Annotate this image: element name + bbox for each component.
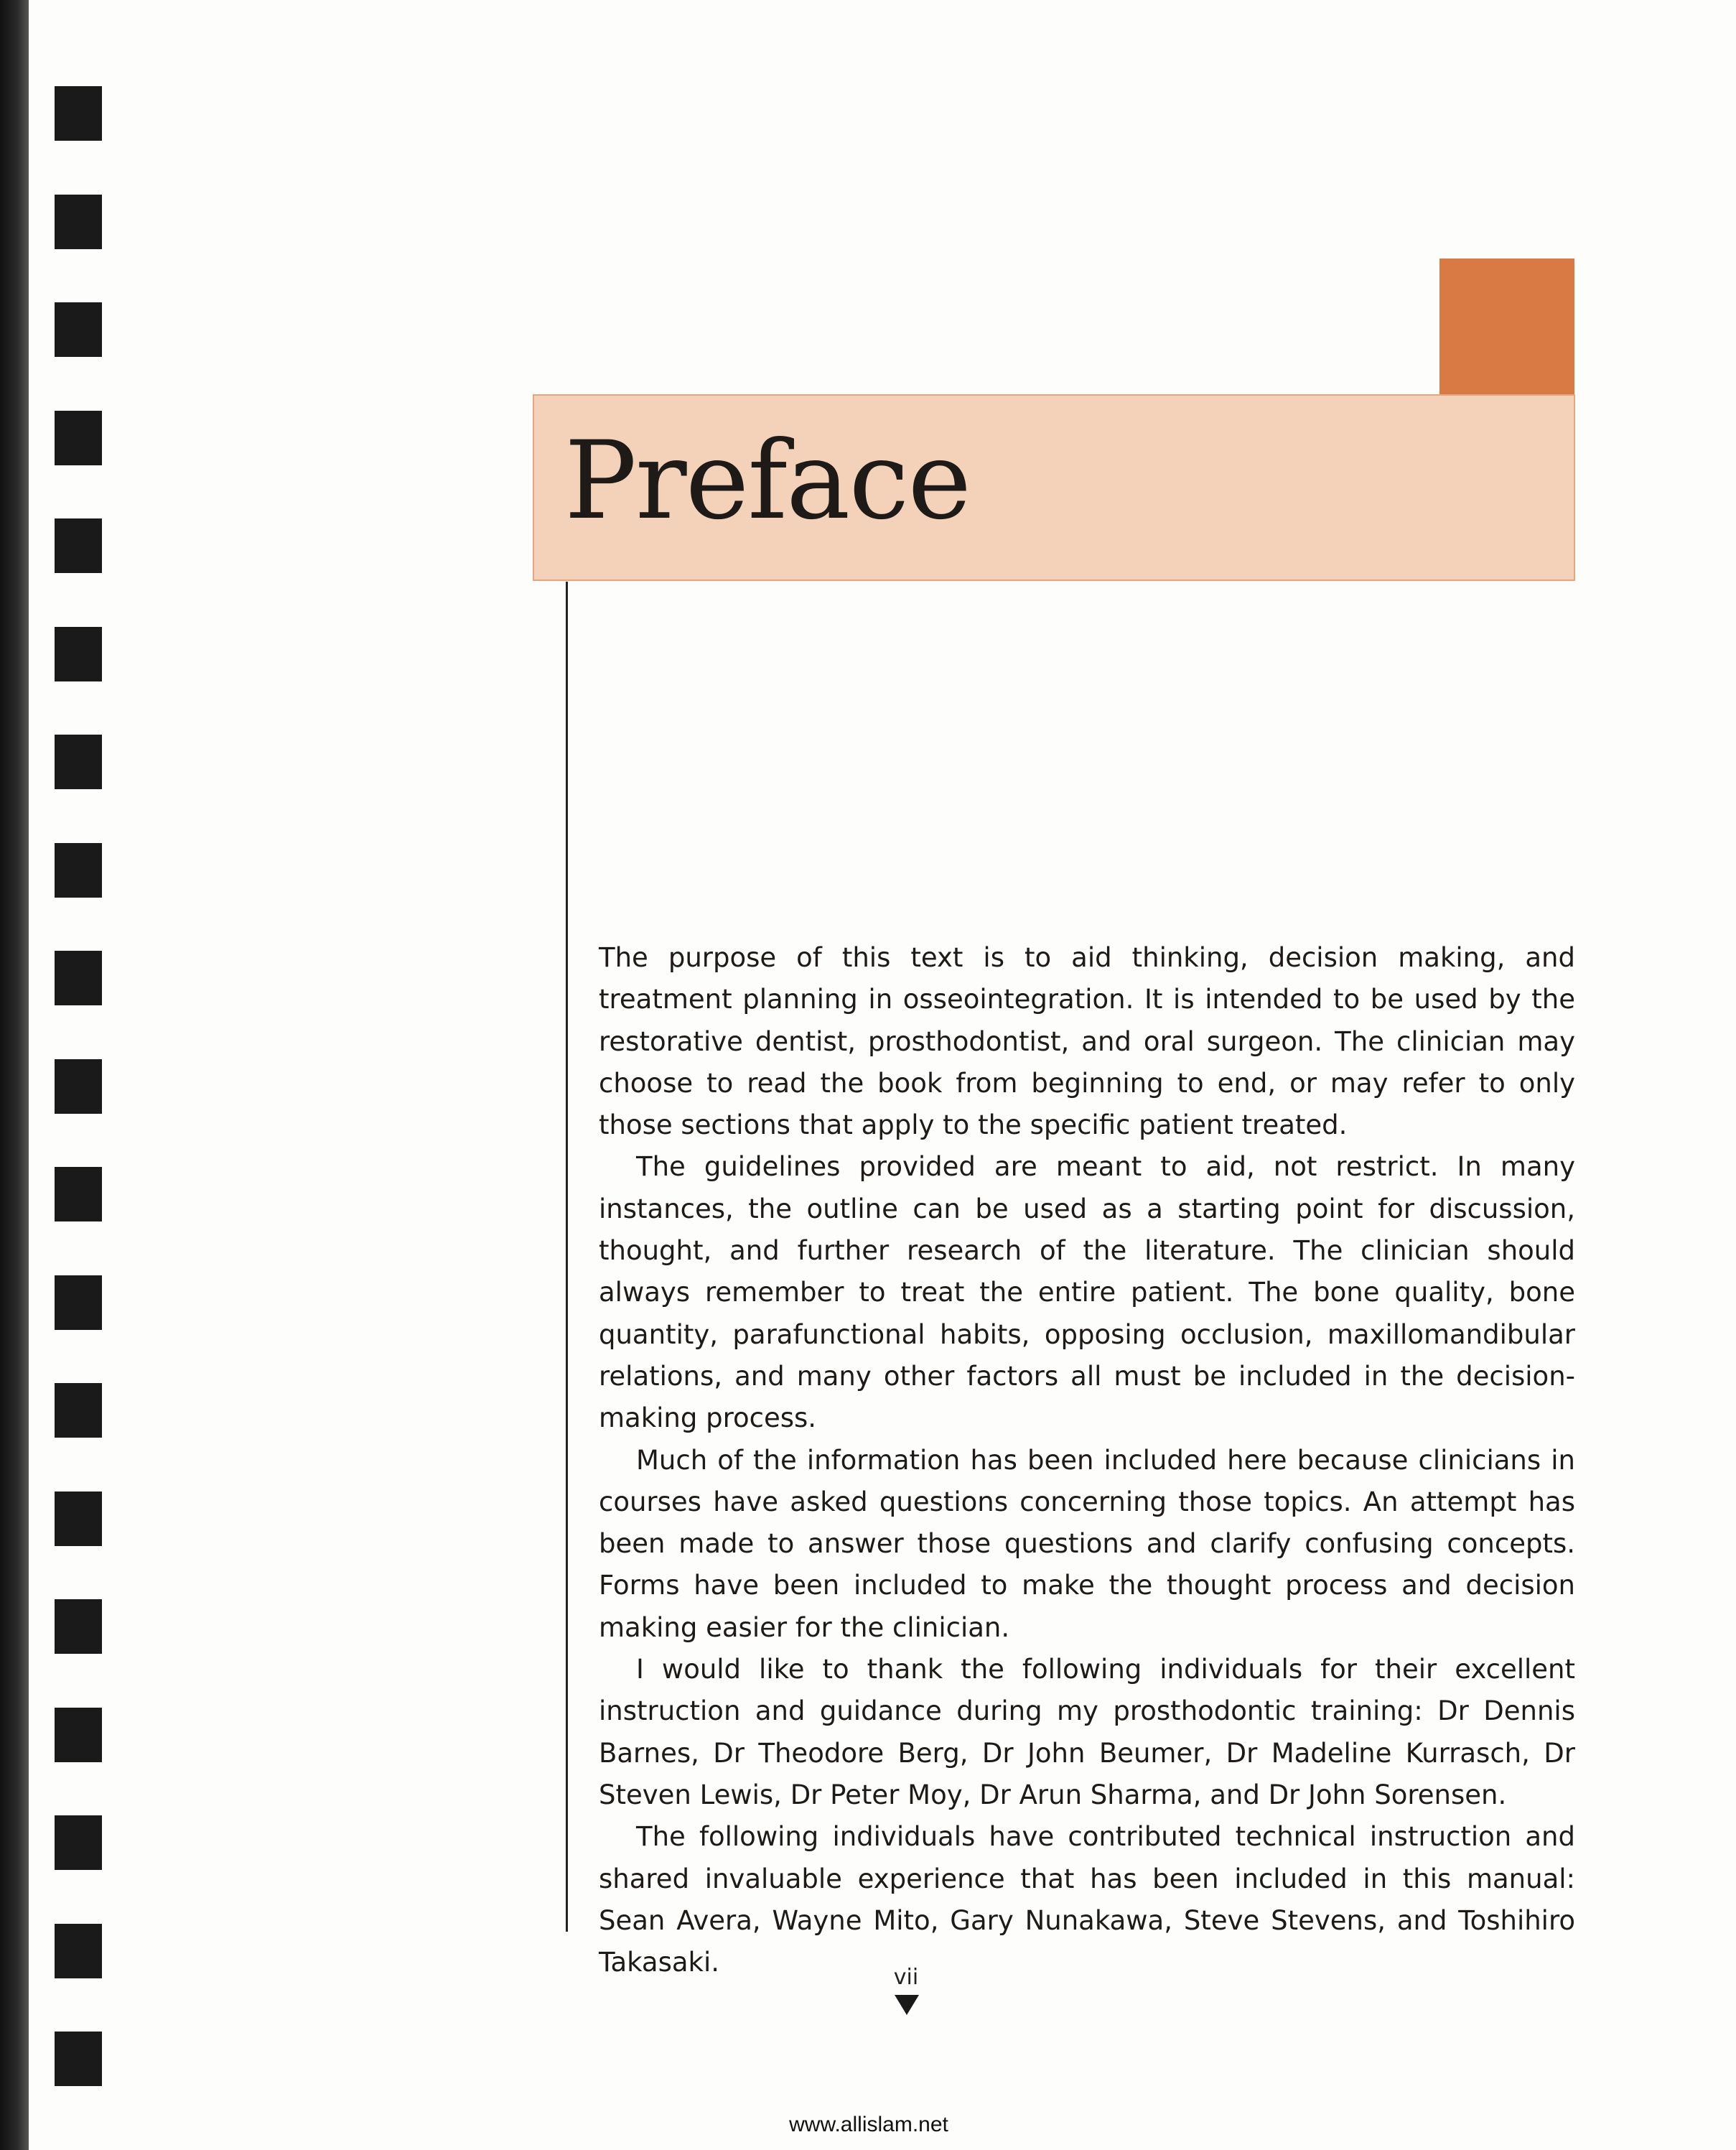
paragraph-5: The following individuals have contributed technical instruction and shared invaluable experience that has been included in this manual: Sean Avera, Wayne Mito, Gary Nunakawa, Steve Stevens, and Toshihiro Takasaki. — [599, 1821, 1575, 1978]
watermark-url: www.allislam.net — [789, 2113, 948, 2136]
binding-hole — [55, 1491, 102, 1546]
triangle-down-icon — [895, 1995, 919, 2015]
binding-hole — [55, 735, 102, 789]
binding-hole — [55, 1383, 102, 1438]
binding-hole — [55, 1599, 102, 1654]
binding-hole — [55, 843, 102, 898]
binding-holes — [55, 0, 105, 2150]
paragraph-4: I would like to thank the following individuals for their excellent instruction and guidance during my prosthodontic training: Dr Dennis Barnes, Dr Theodore Berg, Dr John Beumer, Dr Madeline Kurrasch, Dr Steven Lewis, Dr Peter Moy, Dr Arun Sharma, and Dr John Sorensen. — [599, 1654, 1575, 1810]
binding-hole — [55, 195, 102, 249]
title-band — [533, 394, 1575, 581]
binding-hole — [55, 1924, 102, 1978]
page-title: Preface — [564, 419, 971, 544]
binding-hole — [55, 1275, 102, 1330]
binding-spine — [0, 0, 29, 2150]
margin-rule — [566, 582, 568, 1932]
binding-hole — [55, 518, 102, 573]
binding-hole — [55, 627, 102, 681]
binding-hole — [55, 1815, 102, 1870]
accent-block — [1439, 259, 1574, 395]
paragraph-1: The purpose of this text is to aid thinking, decision making, and treatment planning in osseointegration. It is intended to be used by the restorative dentist, prosthodontist, and oral surgeon. The clinician may choose to read the book from beginning to end, or may refer to only those sections that apply to the specific patient treated. — [599, 942, 1575, 1141]
paragraph-2: The guidelines provided are meant to aid, not restrict. In many instances, the outline can be used as a starting point for discussion, thought, and further research of the literature. The clinician should always remember to treat the entire patient. The bone quality, bone quantity, parafunctional habits, opposing occlusion, maxillomandibular relations, and many other factors all must be included in the decision-making process. — [599, 1151, 1575, 1434]
binding-hole — [55, 411, 102, 465]
preface-body — [599, 937, 1575, 1983]
binding-hole — [55, 1708, 102, 1762]
binding-hole — [55, 86, 102, 141]
binding-hole — [55, 1167, 102, 1221]
binding-hole — [55, 302, 102, 357]
binding-hole — [55, 2032, 102, 2086]
binding-hole — [55, 1059, 102, 1114]
binding-hole — [55, 951, 102, 1005]
paragraph-3: Much of the information has been included here because clinicians in courses have asked questions concerning those topics. An attempt has been made to answer those questions and clarify confusing concepts. Forms have been included to make the thought process and decision making easier for the clinician. — [599, 1444, 1575, 1643]
page-number: vii — [893, 1965, 919, 1990]
